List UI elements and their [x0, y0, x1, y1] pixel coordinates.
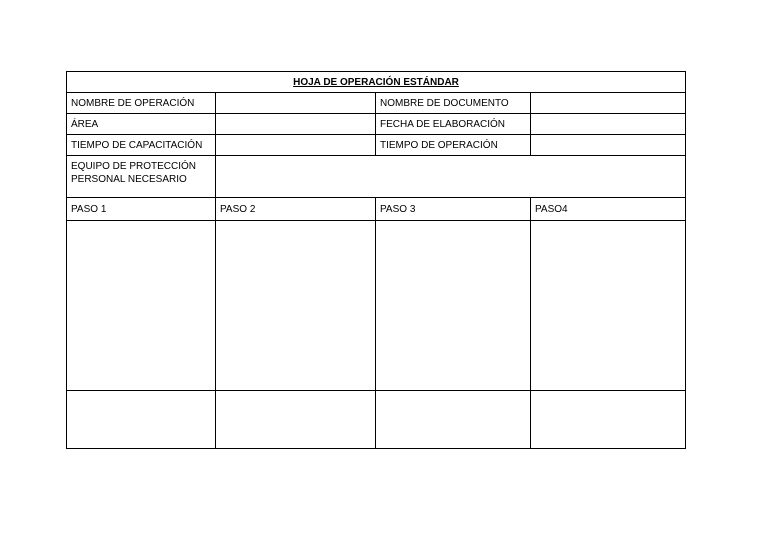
field-row — [67, 93, 686, 114]
operation-time-label: TIEMPO DE OPERACIÓN — [376, 135, 531, 156]
field-row — [67, 135, 686, 156]
operation-time-field[interactable] — [531, 135, 686, 156]
step-4-content[interactable] — [531, 221, 686, 391]
creation-date-field[interactable] — [531, 114, 686, 135]
title-row — [67, 72, 686, 93]
operation-form-table — [66, 71, 686, 449]
step-4-notes[interactable] — [531, 391, 686, 449]
ppe-row — [67, 156, 686, 198]
creation-date-label: FECHA DE ELABORACIÓN — [376, 114, 531, 135]
area-field[interactable] — [216, 114, 376, 135]
standard-operation-sheet — [66, 71, 685, 456]
operation-name-field[interactable] — [216, 93, 376, 114]
ppe-field[interactable] — [216, 156, 686, 198]
steps-header-row — [67, 198, 686, 221]
field-row — [67, 114, 686, 135]
step-2-content[interactable] — [216, 221, 376, 391]
step-4-header: PASO4 — [531, 198, 686, 221]
step-3-header: PASO 3 — [376, 198, 531, 221]
step-3-content[interactable] — [376, 221, 531, 391]
step-2-header: PASO 2 — [216, 198, 376, 221]
ppe-label: EQUIPO DE PROTECCIÓN PERSONAL NECESARIO — [67, 156, 216, 198]
steps-content-row — [67, 221, 686, 391]
steps-notes-row — [67, 391, 686, 449]
step-2-notes[interactable] — [216, 391, 376, 449]
sheet-title: HOJA DE OPERACIÓN ESTÁNDAR — [67, 72, 686, 93]
document-name-label: NOMBRE DE DOCUMENTO — [376, 93, 531, 114]
step-1-content[interactable] — [67, 221, 216, 391]
document-name-field[interactable] — [531, 93, 686, 114]
step-3-notes[interactable] — [376, 391, 531, 449]
area-label: ÁREA — [67, 114, 216, 135]
training-time-field[interactable] — [216, 135, 376, 156]
step-1-header: PASO 1 — [67, 198, 216, 221]
step-1-notes[interactable] — [67, 391, 216, 449]
training-time-label: TIEMPO DE CAPACITACIÓN — [67, 135, 216, 156]
operation-name-label: NOMBRE DE OPERACIÓN — [67, 93, 216, 114]
